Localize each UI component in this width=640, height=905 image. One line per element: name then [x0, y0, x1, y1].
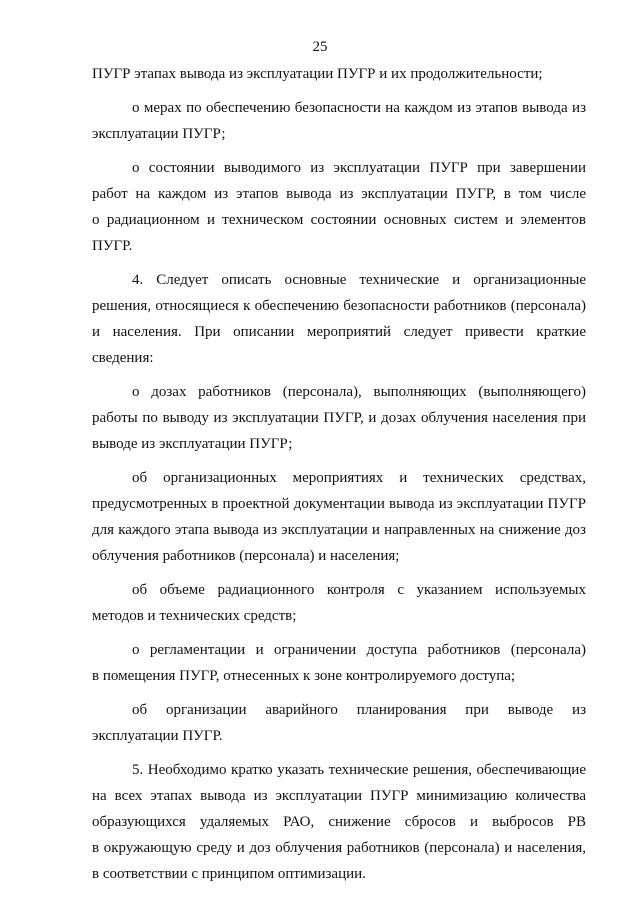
text-line: эксплуатации ПУГР; — [92, 126, 226, 142]
text-line: сведения: — [92, 350, 154, 366]
paragraph — [92, 465, 586, 569]
text-line: о дозах работников (персонала), выполняющих (выполняющего) — [132, 384, 586, 400]
page-number: 25 — [312, 39, 328, 55]
paragraph-gap — [92, 629, 586, 637]
text-line: в окружающую среду и доз облучения работников (персонала) и населения, — [92, 840, 586, 856]
text-line: ПУГР. — [92, 238, 133, 254]
text-line: о мерах по обеспечению безопасности на каждом из этапов вывода из — [132, 100, 586, 116]
text-line: методов и технических средств; — [92, 608, 297, 624]
paragraph — [92, 577, 586, 629]
text-line: образующихся удаляемых РАО, снижение сбросов и выбросов РВ — [92, 814, 586, 830]
text-line: на всех этапах вывода из эксплуатации ПУГР минимизацию количества — [92, 788, 586, 804]
paragraph-gap — [92, 259, 586, 267]
text-line: об организационных мероприятиях и технических средствах, — [132, 470, 586, 486]
paragraph — [92, 155, 586, 259]
text-line: об организации аварийного планирования при выводе из — [132, 702, 586, 718]
text-line: 4. Следует описать основные технические и организационные — [132, 272, 586, 288]
text-line: выводе из эксплуатации ПУГР; — [92, 436, 293, 452]
paragraph — [92, 95, 586, 147]
paragraph — [92, 757, 586, 887]
text-line: эксплуатации ПУГР. — [92, 728, 223, 744]
text-line: для каждого этапа вывода из эксплуатации и направленных на снижение доз — [92, 522, 586, 538]
text-line: решения, относящиеся к обеспечению безопасности работников (персонала) — [92, 298, 586, 314]
text-line: о состоянии выводимого из эксплуатации ПУГР при завершении — [132, 160, 586, 176]
paragraph-gap — [92, 371, 586, 379]
text-line: работы по выводу из эксплуатации ПУГР, и дозах облучения населения при — [92, 410, 586, 426]
paragraph — [92, 267, 586, 371]
text-line: о регламентации и ограничении доступа работников (персонала) — [132, 642, 586, 658]
paragraph — [92, 697, 586, 749]
text-line: ПУГР этапах вывода из эксплуатации ПУГР и их продолжительности; — [92, 66, 543, 82]
text-line: об объеме радиационного контроля с указанием используемых — [132, 582, 586, 598]
text-line: в соответствии с принципом оптимизации. — [92, 866, 366, 882]
text-line: облучения работников (персонала) и населения; — [92, 548, 400, 564]
paragraph — [92, 637, 586, 689]
paragraph — [92, 61, 586, 87]
text-line: работ на каждом из этапов вывода из эксплуатации ПУГР, в том числе — [92, 186, 586, 202]
paragraph-gap — [92, 569, 586, 577]
paragraph-gap — [92, 749, 586, 757]
paragraph-gap — [92, 87, 586, 95]
paragraph — [92, 379, 586, 457]
text-line: и населения. При описании мероприятий следует привести краткие — [92, 324, 586, 340]
document-body — [92, 61, 586, 887]
text-line: о радиационном и техническом состоянии основных систем и элементов — [92, 212, 586, 228]
paragraph-gap — [92, 457, 586, 465]
text-line: в помещения ПУГР, отнесенных к зоне контролируемого доступа; — [92, 668, 516, 684]
text-line: 5. Необходимо кратко указать технические решения, обеспечивающие — [132, 762, 586, 778]
paragraph-gap — [92, 147, 586, 155]
paragraph-gap — [92, 689, 586, 697]
text-line: предусмотренных в проектной документации вывода из эксплуатации ПУГР — [92, 496, 586, 512]
